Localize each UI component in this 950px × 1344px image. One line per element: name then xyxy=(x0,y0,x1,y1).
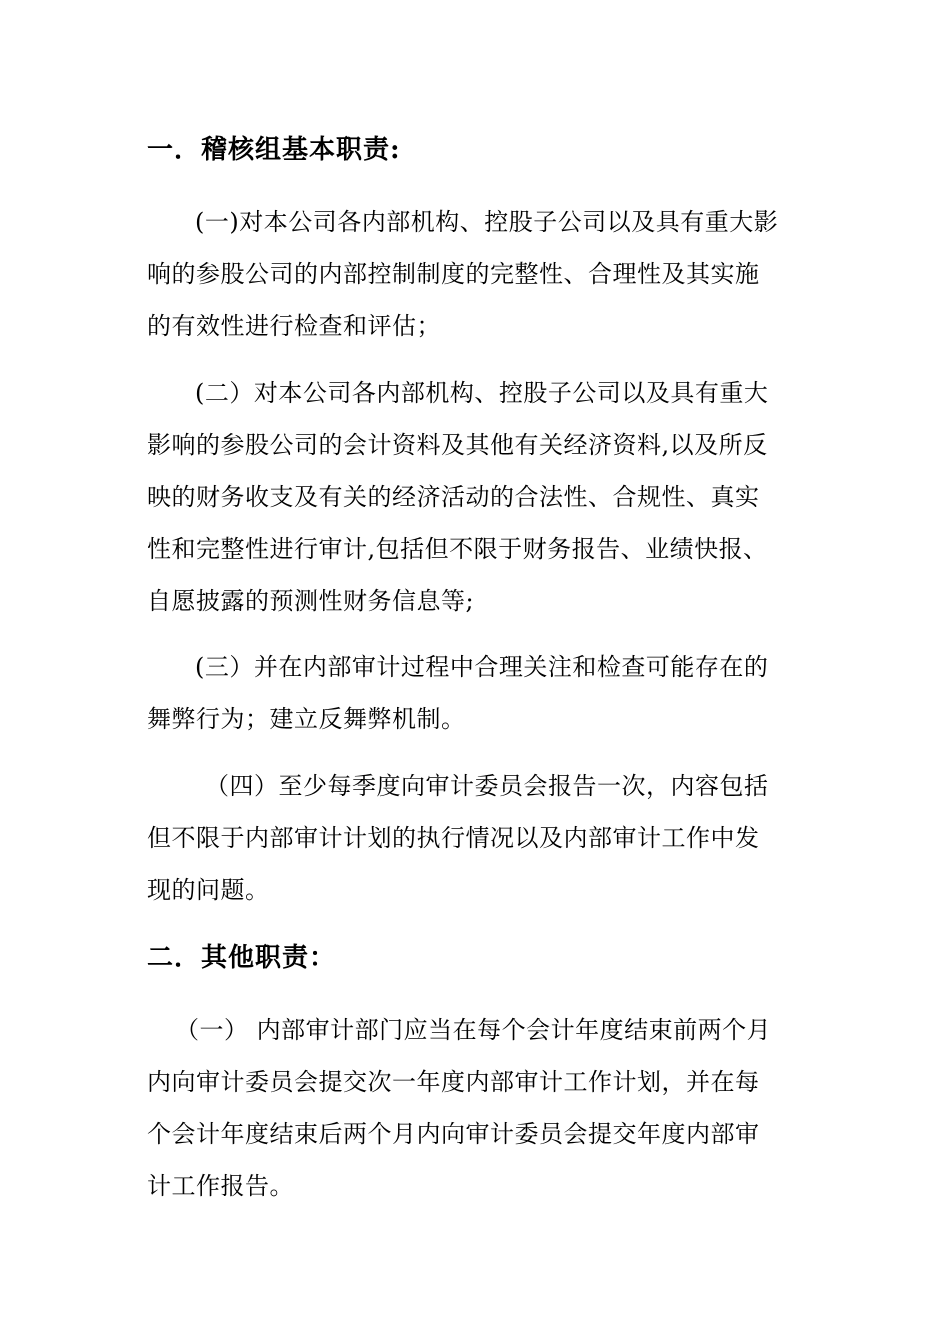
section1-heading: 一．稽核组基本职责: xyxy=(147,135,401,165)
section1-item-1 xyxy=(147,196,817,352)
paragraph-line: 的有效性进行检查和评估； xyxy=(147,312,441,340)
section2-heading: 二．其他职责： xyxy=(147,943,337,973)
section1-item-2 xyxy=(147,367,817,627)
paragraph-line: 现的问题。 xyxy=(147,876,270,904)
paragraph-line: 个会计年度结束后两个月内向审计委员会提交年度内部审 xyxy=(147,1120,760,1148)
paragraph-line: （一） 内部审计部门应当在每个会计年度结束前两个月 xyxy=(175,1016,772,1044)
paragraph-line: 内向审计委员会提交次一年度内部审计工作计划，并在每 xyxy=(147,1068,760,1096)
paragraph-line: 自愿披露的预测性财务信息等; xyxy=(147,587,475,615)
paragraph-line: (二）对本公司各内部机构、控股子公司以及具有重大 xyxy=(195,379,769,407)
section1-item-3 xyxy=(147,641,817,745)
paragraph-line: 性和完整性进行审计,包括但不限于财务报告、业绩快报、 xyxy=(147,535,768,563)
paragraph-line: 响的参股公司的内部控制制度的完整性、合理性及其实施 xyxy=(147,260,760,288)
paragraph-line: 舞弊行为；建立反舞弊机制。 xyxy=(147,705,466,733)
paragraph-line: （四）至少每季度向审计委员会报告一次，内容包括 xyxy=(205,772,769,800)
paragraph-line: 计工作报告。 xyxy=(147,1172,294,1200)
paragraph-line: (一)对本公司各内部机构、控股子公司以及具有重大影 xyxy=(195,208,779,236)
paragraph-line: 映的财务收支及有关的经济活动的合法性、合规性、真实 xyxy=(147,483,760,511)
section1-item-4 xyxy=(147,760,817,916)
paragraph-line: 影响的参股公司的会计资料及其他有关经济资料,以及所反 xyxy=(147,431,768,459)
paragraph-line: (三）并在内部审计过程中合理关注和检查可能存在的 xyxy=(195,653,769,681)
section2-item-1 xyxy=(147,1004,817,1212)
paragraph-line: 但不限于内部审计计划的执行情况以及内部审计工作中发 xyxy=(147,824,760,852)
